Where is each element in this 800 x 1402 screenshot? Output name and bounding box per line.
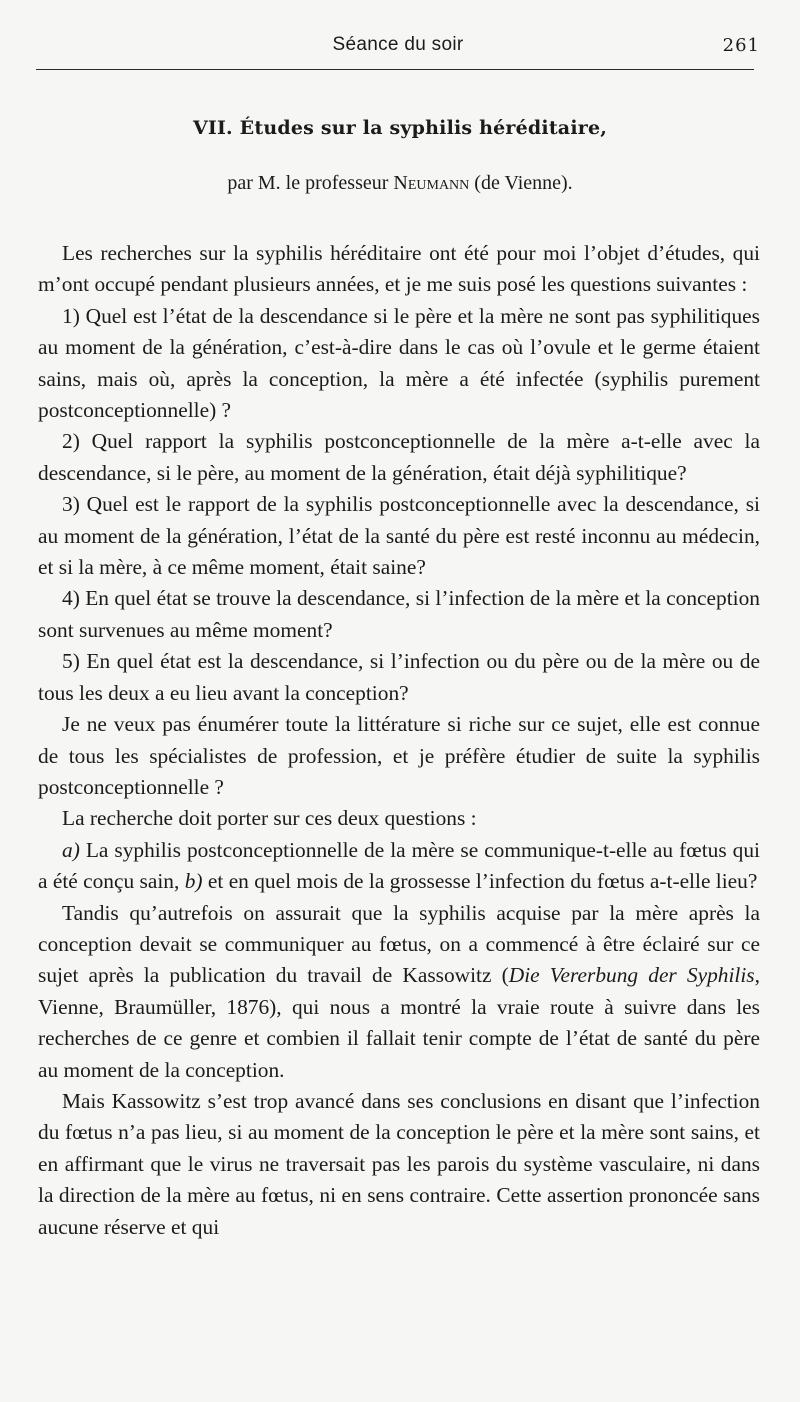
byline-suffix: (de Vienne). (474, 172, 573, 194)
paragraph-questions-ab (38, 835, 760, 898)
section-heading: VII. Études sur la syphilis héréditaire, (192, 117, 608, 139)
question-a-text: La syphilis postconceptionnelle de la mère se communique-t-elle au fœtus qui a été conçu sain, (38, 837, 760, 894)
page-number: 261 (722, 35, 760, 56)
running-header (36, 34, 760, 58)
paragraph-kassowitz-conclusions: Mais Kassowitz s’est trop avancé dans ses conclusions en disant que l’infection du fœtus n’a pas lieu, si au moment de la conception le père et la mère sont sains, et en affirmant que le virus ne traversait pas les parois du système vasculaire, ni dans la direction de la mère au fœtus, ni en sens contraire. Cette assertion prononcée sans aucune réserve et qui (38, 1088, 760, 1239)
work-title: Die Vererbung der Syphilis (508, 963, 755, 988)
question-5: 5) En quel état est la descendance, si l’infection ou du père ou de la mère ou de tous les deux a eu lieu avant la conception? (38, 649, 760, 705)
kassowitz-text-before: Tandis qu’autrefois on assurait que la syphilis acquise par la mère après la conception devait se communiquer au fœtus, on a commencé à être éclairé sur ce sujet après la publication du travail de Kassowitz ( (38, 900, 760, 988)
question-3: 3) Quel est le rapport de la syphilis postconceptionnelle avec la descendance, si au moment de la génération, l’état de la santé du père est resté inconnu au médecin, et si la mère, à ce même moment, était saine? (38, 492, 760, 580)
question-4: 4) En quel état se trouve la descendance, si l’infection de la mère et la conception sont survenues au même moment? (38, 586, 760, 642)
question-1: 1) Quel est l’état de la descendance si le père et la mère ne sont pas syphilitiques au moment de la génération, c’est-à-dire dans le cas où l’ovule et le germe étaient sains, mais où, après la conception, la mère a été infectée (syphilis purement postconceptionnelle) ? (38, 303, 760, 423)
question-2: 2) Quel rapport la syphilis postconceptionnelle de la mère a-t-elle avec la descendance, si le père, au moment de la génération, était déjà syphilitique? (38, 429, 760, 485)
paragraph-kassowitz-work (38, 898, 760, 1086)
byline-prefix: par M. le professeur (227, 172, 389, 194)
byline (0, 172, 800, 195)
paragraph-literature: Je ne veux pas énumérer toute la littérature si riche sur ce sujet, elle est connue de tous les spécialistes de profession, et je préfère étudier de suite la syphilis postconceptionnelle ? (38, 712, 760, 799)
header-rule (36, 69, 754, 70)
author-name: Neumann (393, 172, 470, 194)
label-b: b) (184, 869, 203, 894)
paragraph-research-questions: La recherche doit porter sur ces deux questions : (62, 806, 477, 831)
question-b-text: et en quel mois de la grossesse l’infection du fœtus a-t-elle lieu? (207, 869, 758, 894)
body-text (38, 238, 760, 1243)
label-a: a) (62, 837, 80, 862)
paragraph-intro: Les recherches sur la syphilis héréditaire ont été pour moi l’objet d’études, qui m’ont occupé pendant plusieurs années, et je me suis posé les questions suivantes : (38, 241, 760, 297)
running-title: Séance du soir (332, 34, 464, 55)
kassowitz-text-after: , Vienne, Braumüller, 1876), qui nous a montré la vraie route à suivre dans les recherches de ce genre et combien il fallait tenir compte de l’état de santé du père au moment de la conception. (38, 963, 760, 1082)
